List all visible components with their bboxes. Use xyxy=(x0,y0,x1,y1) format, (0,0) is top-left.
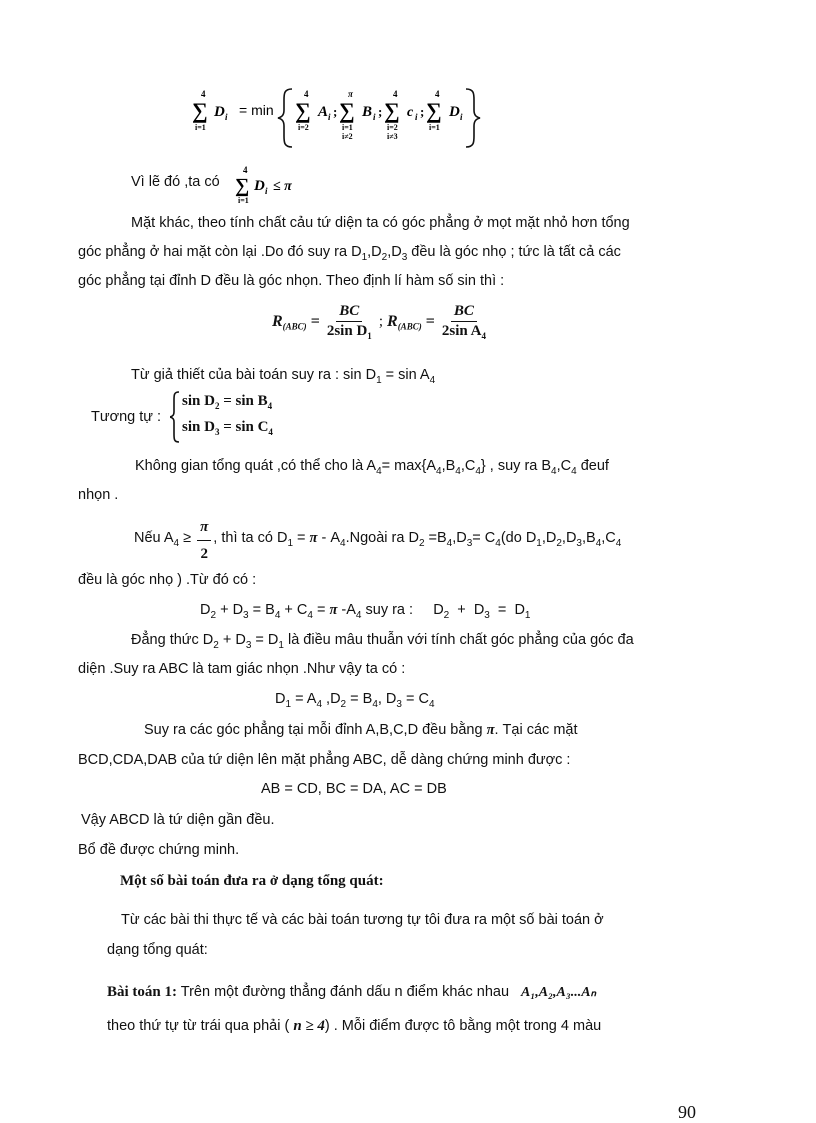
bai-toan-1-line2: theo thứ tự từ trái qua phải ( n ≥ 4) . Mỗi điểm được tô bằng một trong 4 màu xyxy=(107,1018,602,1034)
svg-text:≤ π: ≤ π xyxy=(273,179,292,194)
svg-text:;: ; xyxy=(420,104,425,119)
svg-text:i=2: i=2 xyxy=(298,123,309,132)
svg-text:4: 4 xyxy=(243,165,248,175)
svg-text:∑: ∑ xyxy=(339,98,355,123)
intro-line2: dạng tổng quát: xyxy=(107,942,208,958)
fraction-r2: $\frac{BC}{2\sin A_4}$ xyxy=(441,303,486,341)
para1-line1: Mặt khác, theo tính chất cảu tứ diện ta có góc phẳng ở mọt mặt nhỏ hơn tổng xyxy=(131,215,630,231)
sum-lower: i=1 xyxy=(195,123,206,132)
svg-text:;: ; xyxy=(333,104,338,119)
svg-text:4: 4 xyxy=(393,89,398,99)
page-number: 90 xyxy=(678,1102,696,1122)
svg-text:i≠3: i≠3 xyxy=(387,132,398,141)
para1-line3: góc phẳng tại đỉnh D đều là góc nhọn. Theo định lí hàm số sin thì : xyxy=(78,273,505,289)
term-c xyxy=(384,89,424,141)
sigma-symbol: ∑ xyxy=(192,98,208,123)
vi-le-sum xyxy=(235,164,325,204)
svg-text:i=1: i=1 xyxy=(429,123,440,132)
svg-text:B: B xyxy=(362,104,373,120)
svg-text:π: π xyxy=(348,89,353,99)
intro-line1: Từ các bài thi thực tế và các bài toán tương tự tôi đưa ra một số bài toán ở xyxy=(121,912,604,928)
neu-line1: Nếu $A_4$ ≥ $\frac{\pi}{2}$ , thì ta có $D_1 = \pi$ - $A_4.Ngoài$ ra $D_2 =B_4,D_3= C_4(do$ $D_1,D_2,D_3,B_4,C_4$ xyxy=(134,515,621,566)
svg-text:i≠2: i≠2 xyxy=(342,132,353,141)
min-label: = min xyxy=(239,102,274,118)
dang-thuc-line2: diện .Suy ra ABC là tam giác nhọn .Như vậy ta có : xyxy=(78,661,406,677)
eq-d1: $D_1 = A_4$ $,D_2 = B_4$, $D_3 = C_4$ xyxy=(275,691,435,710)
svg-text:∑: ∑ xyxy=(295,98,311,123)
svg-text:∑: ∑ xyxy=(235,175,250,197)
right-brace-icon xyxy=(466,89,480,147)
suy-ra-line1: Suy ra các góc phẳng tại mỗi đỉnh A,B,C,D đều bằng π. Tại các mặt xyxy=(144,722,578,738)
sum-upper: 4 xyxy=(201,89,206,99)
svg-text:4: 4 xyxy=(435,89,440,99)
system-row2: $\sin D_3 = \sin C_4$ xyxy=(182,419,273,437)
svg-text:i=1: i=1 xyxy=(342,123,353,132)
svg-text:i: i xyxy=(460,112,463,122)
eq-ab-cd: AB = CD, BC = DA, AC = DB xyxy=(261,781,447,797)
left-brace-icon xyxy=(278,89,292,147)
tuong-tu-label: Tương tự : xyxy=(91,409,162,425)
condition-n: n ≥ 4 xyxy=(293,1018,325,1034)
svg-text:∑: ∑ xyxy=(426,98,442,123)
system-brace-icon xyxy=(170,391,180,443)
khong-gian-line1: Không gian tổng quát ,có thể cho là $A_4= \max\{A_4,B_4,C_4\}$ , suy ra $B_4,C_4$ đeuf xyxy=(135,458,609,477)
svg-text:4: 4 xyxy=(304,89,309,99)
svg-text:∑: ∑ xyxy=(384,98,400,123)
khong-gian-line2: nhọn . xyxy=(78,487,119,503)
neu-line2: đều là góc nhọ ) .Từ đó có : xyxy=(78,572,257,588)
section-title: Một số bài toán đưa ra ở dạng tổng quát: xyxy=(120,873,384,889)
vi-le-text: Vì lẽ đó ,ta có xyxy=(131,174,220,190)
points-sequence: A₁,A₂,A₃...Aₙ xyxy=(521,985,597,1000)
vay-text: Vậy ABCD là tứ diện gần đều. xyxy=(81,812,275,828)
line-tu-gia-thiet: Từ giả thiết của bài toán suy ra : $\sin D_1 = \sin A_4$ xyxy=(131,367,436,386)
svg-text:A: A xyxy=(318,104,329,120)
term-b xyxy=(339,89,382,141)
svg-text:D: D xyxy=(449,104,460,120)
svg-text:i=1: i=1 xyxy=(238,196,249,205)
fraction-r1: $\frac{BC}{2\sin D_1}$ xyxy=(326,303,372,341)
formula-top-graphic xyxy=(192,88,492,150)
svg-text:i: i xyxy=(328,112,331,122)
lhs-index: i xyxy=(225,112,228,122)
term-d xyxy=(426,89,463,132)
bo-de-text: Bổ đề được chứng minh. xyxy=(78,842,240,858)
eq-d2-d3: $D_2 + D_3 = B_4 + C_4 = \pi$ $-A_4$ suy ra : $D_2 + D_3 = D_1$ xyxy=(200,602,531,621)
system-row1: $\sin D_2 = \sin B_4$ xyxy=(182,393,273,411)
svg-text:c: c xyxy=(407,105,414,120)
fraction-pi-2: $\frac{\pi}{2}$ xyxy=(197,515,211,566)
svg-text:i: i xyxy=(265,186,268,196)
svg-text:i=2: i=2 xyxy=(387,123,398,132)
term-a xyxy=(295,89,337,132)
lhs-symbol: D xyxy=(214,104,225,120)
dang-thuc-line1: Đẳng thức $D_2 + D_3 = D_1$ là điều mâu thuẫn với tính chất góc phẳng của góc đa xyxy=(131,632,634,651)
svg-text:D: D xyxy=(254,178,265,194)
para1-line2: góc phẳng ở hai mặt còn lại .Do đó suy ra $D_1,D_2,D_3$ đều là góc nhọ ; tức là tất cả các xyxy=(78,244,621,263)
bai-toan-1-line1: Bài toán 1: Trên một đường thẳng đánh dấu n điểm khác nhau A₁,A₂,A₃...Aₙ xyxy=(107,984,597,1000)
formula-r: $R_{(ABC)}$ = $\frac{BC}{2\sin D_1}$ ; $R_{(ABC)}$ = $\frac{BC}{2\sin A_4}$ xyxy=(272,303,489,341)
svg-text:i: i xyxy=(415,112,418,122)
suy-ra-line2: BCD,CDA,DAB của tứ diện lên mặt phẳng ABC, dễ dàng chứng minh được : xyxy=(78,752,571,768)
svg-text:i: i xyxy=(373,112,376,122)
svg-text:;: ; xyxy=(378,104,383,119)
